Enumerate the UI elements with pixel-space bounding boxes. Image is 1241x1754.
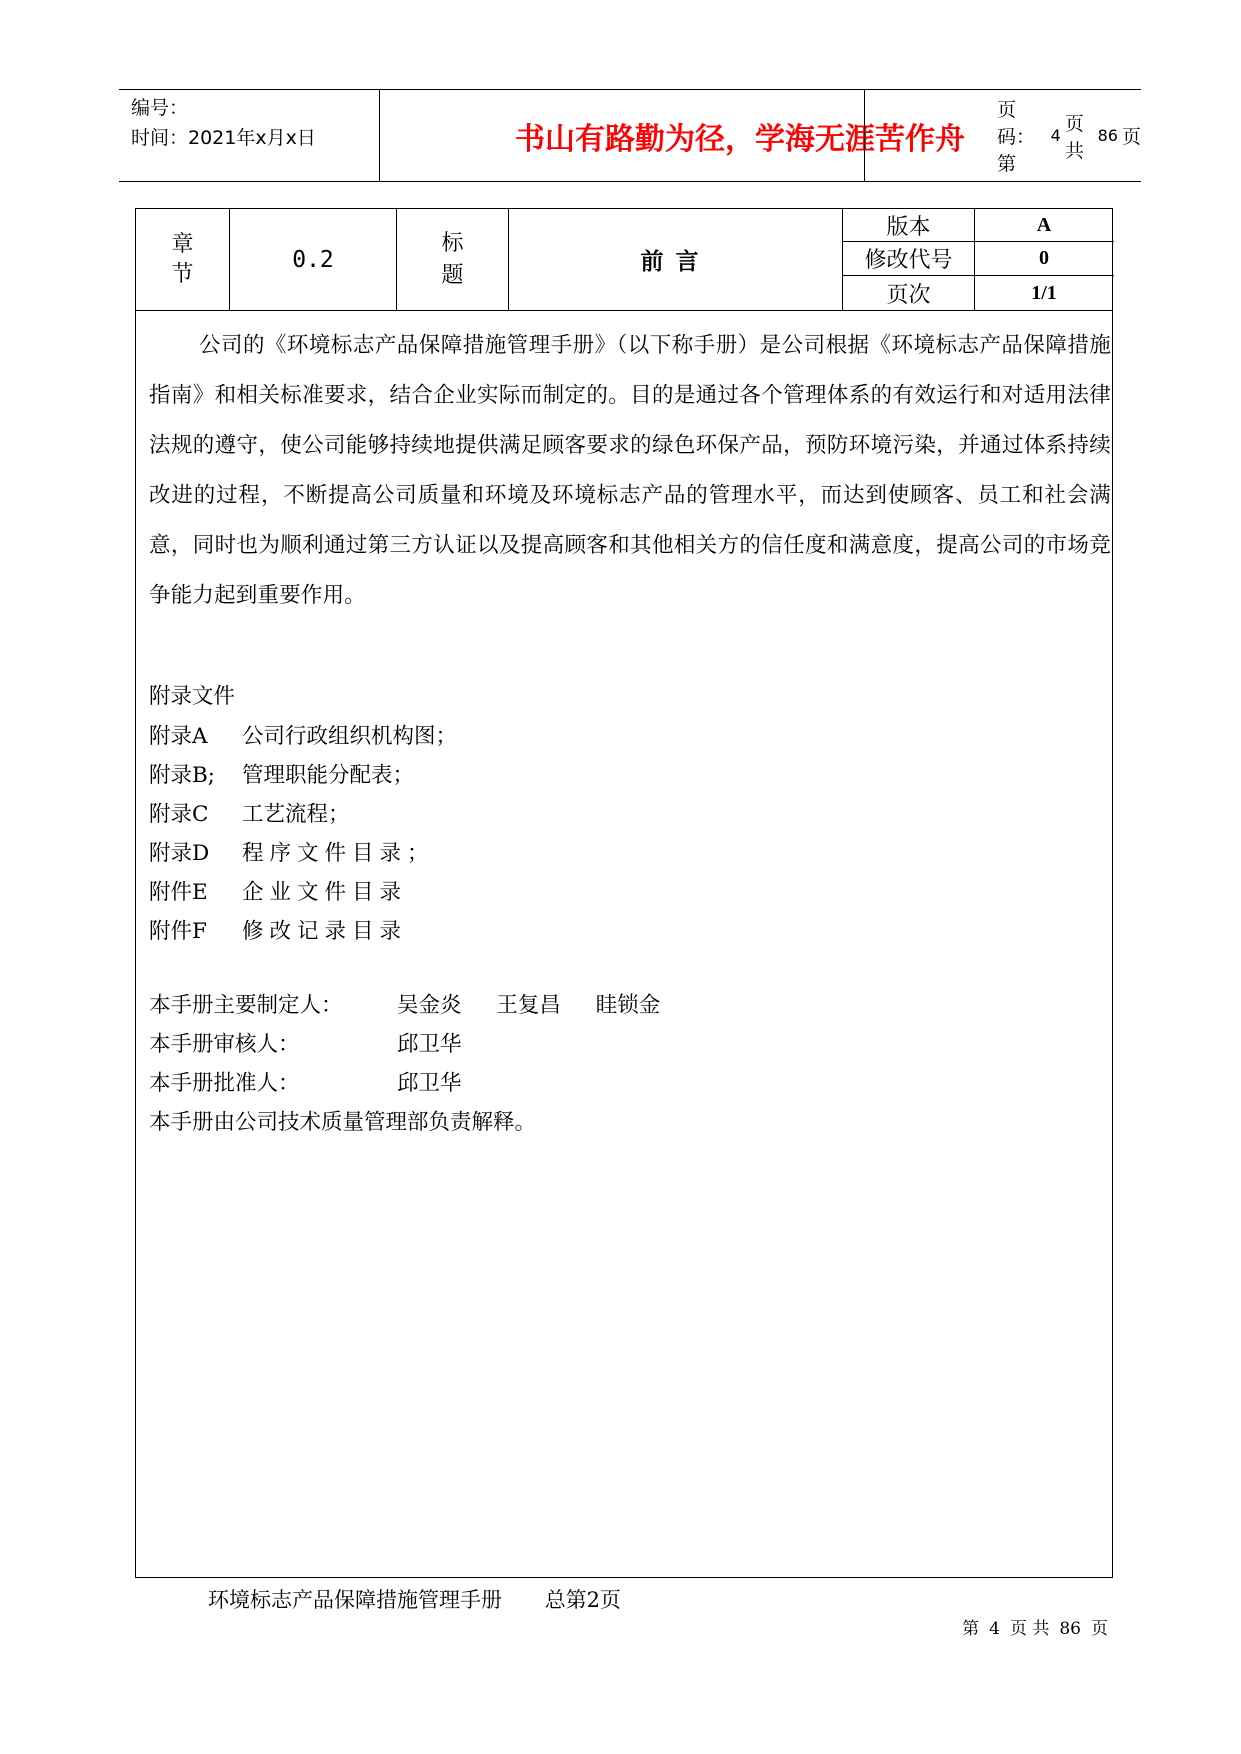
version-label: 版本 xyxy=(843,209,975,241)
drafters-row xyxy=(149,986,688,1025)
header-meta xyxy=(131,93,316,153)
version-row xyxy=(843,209,1114,242)
chapter-label-2: 节 xyxy=(171,261,194,287)
appendix-text: 修改记录目录 xyxy=(242,919,408,944)
appendix-item xyxy=(149,756,457,795)
appendix-item xyxy=(149,795,457,834)
footer-page-num: 4 xyxy=(989,1619,1000,1639)
appendix-label: 附录B; xyxy=(149,763,216,788)
drafters-label: 本手册主要制定人： xyxy=(149,993,343,1018)
revision-label: 修改代号 xyxy=(843,242,975,275)
chapter-label-cell xyxy=(136,209,230,310)
appendix-text: 管理职能分配表； xyxy=(242,763,415,788)
number-label: 编号： xyxy=(131,97,189,119)
appendix-item xyxy=(149,834,457,873)
interpretation-text: 本手册由公司技术质量管理部负责解释。 xyxy=(149,1110,537,1135)
appendix-item xyxy=(149,912,457,951)
footer-page-mid: 页 共 xyxy=(1009,1619,1050,1639)
page-row xyxy=(843,276,1114,310)
header-page-suffix: 页 xyxy=(1121,126,1141,148)
title-label-cell xyxy=(397,209,509,310)
header-motto: 书山有路勤为径，学海无涯苦作舟 xyxy=(515,121,965,157)
section-title: 前言 xyxy=(509,209,843,310)
interpretation-row xyxy=(149,1103,688,1142)
drafter-name: 王复昌 xyxy=(496,993,561,1018)
appendix-label: 附录C xyxy=(149,802,209,827)
version-info xyxy=(843,209,1114,310)
drafters-names xyxy=(397,986,688,1025)
header-page-mid: 页 共 xyxy=(1064,112,1084,162)
appendix-label: 附录D xyxy=(149,841,210,866)
header-page-num: 4 xyxy=(1050,126,1061,145)
revision-row xyxy=(843,242,1114,276)
reviewer-row xyxy=(149,1025,688,1064)
approver-label: 本手册批准人： xyxy=(149,1071,300,1096)
intro-section xyxy=(149,321,1111,621)
document-info-table xyxy=(136,209,1112,311)
responsibility-list xyxy=(149,986,688,1142)
footer-page-suffix: 页 xyxy=(1091,1619,1108,1639)
appendix-label: 附件E xyxy=(149,880,208,905)
header-page-info xyxy=(997,90,1141,181)
title-label-1: 标 xyxy=(441,230,464,256)
document-frame xyxy=(135,208,1113,1578)
appendix-item xyxy=(149,873,457,912)
approver-name: 邱卫华 xyxy=(397,1071,462,1096)
appendix-text: 工艺流程； xyxy=(242,802,350,827)
appendix-label: 附件F xyxy=(149,919,207,944)
drafter-name: 吴金炎 xyxy=(397,993,462,1018)
appendix-label: 附录A xyxy=(149,724,208,749)
page-header xyxy=(119,89,1141,182)
footer-page-total: 86 xyxy=(1059,1619,1081,1639)
approver-row xyxy=(149,1064,688,1103)
appendix-list xyxy=(149,717,457,951)
page-label: 页次 xyxy=(843,276,975,310)
header-page-prefix: 页码：第 xyxy=(997,99,1036,175)
appendix-text: 企业文件目录 xyxy=(242,880,408,905)
title-label-2: 题 xyxy=(441,262,464,288)
revision-value: 0 xyxy=(1039,247,1049,269)
manual-footer xyxy=(208,1584,621,1614)
appendix-title: 附录文件 xyxy=(149,684,236,709)
header-page-total: 86 xyxy=(1097,126,1118,145)
appendix-text: 程序文件目录； xyxy=(242,841,435,866)
time-label: 时间：2021年x月x日 xyxy=(131,127,316,149)
manual-title: 环境标志产品保障措施管理手册 xyxy=(208,1588,502,1612)
reviewer-label: 本手册审核人： xyxy=(149,1032,300,1057)
chapter-label-1: 章 xyxy=(171,231,194,257)
footer-page-prefix: 第 xyxy=(962,1619,980,1639)
drafter-name: 眭锁金 xyxy=(595,993,661,1018)
section-number: 0.2 xyxy=(230,209,397,310)
version-value: A xyxy=(1036,213,1052,236)
page-counter xyxy=(957,1614,1113,1639)
total-page: 总第2页 xyxy=(544,1588,622,1612)
header-divider-right xyxy=(864,90,865,181)
appendix-text: 公司行政组织机构图； xyxy=(242,724,458,749)
appendix-item xyxy=(149,717,457,756)
page-value: 1/1 xyxy=(1031,281,1057,304)
intro-paragraph: 公司的《环境标志产品保障措施管理手册》（以下称手册）是公司根据《环境标志产品保障措施指南》和相关标准要求，结合企业实际而制定的。目的是通过各个管理体系的有效运行和对适用法律法规的遵守，使公司能够持续地提供满足顾客要求的绿色环保产品，预防环境污染，并通过体系持续改进的过程，不断提高公司质量和环境及环境标志产品的管理水平，而达到使顾客、员工和社会满意，同时也为顺利通过第三方认证以及提高顾客和其他相关方的信任度和满意度，提高公司的市场竞争能力起到重要作用。 xyxy=(149,333,1111,608)
header-divider-left xyxy=(379,90,380,181)
reviewer-name: 邱卫华 xyxy=(397,1032,462,1057)
